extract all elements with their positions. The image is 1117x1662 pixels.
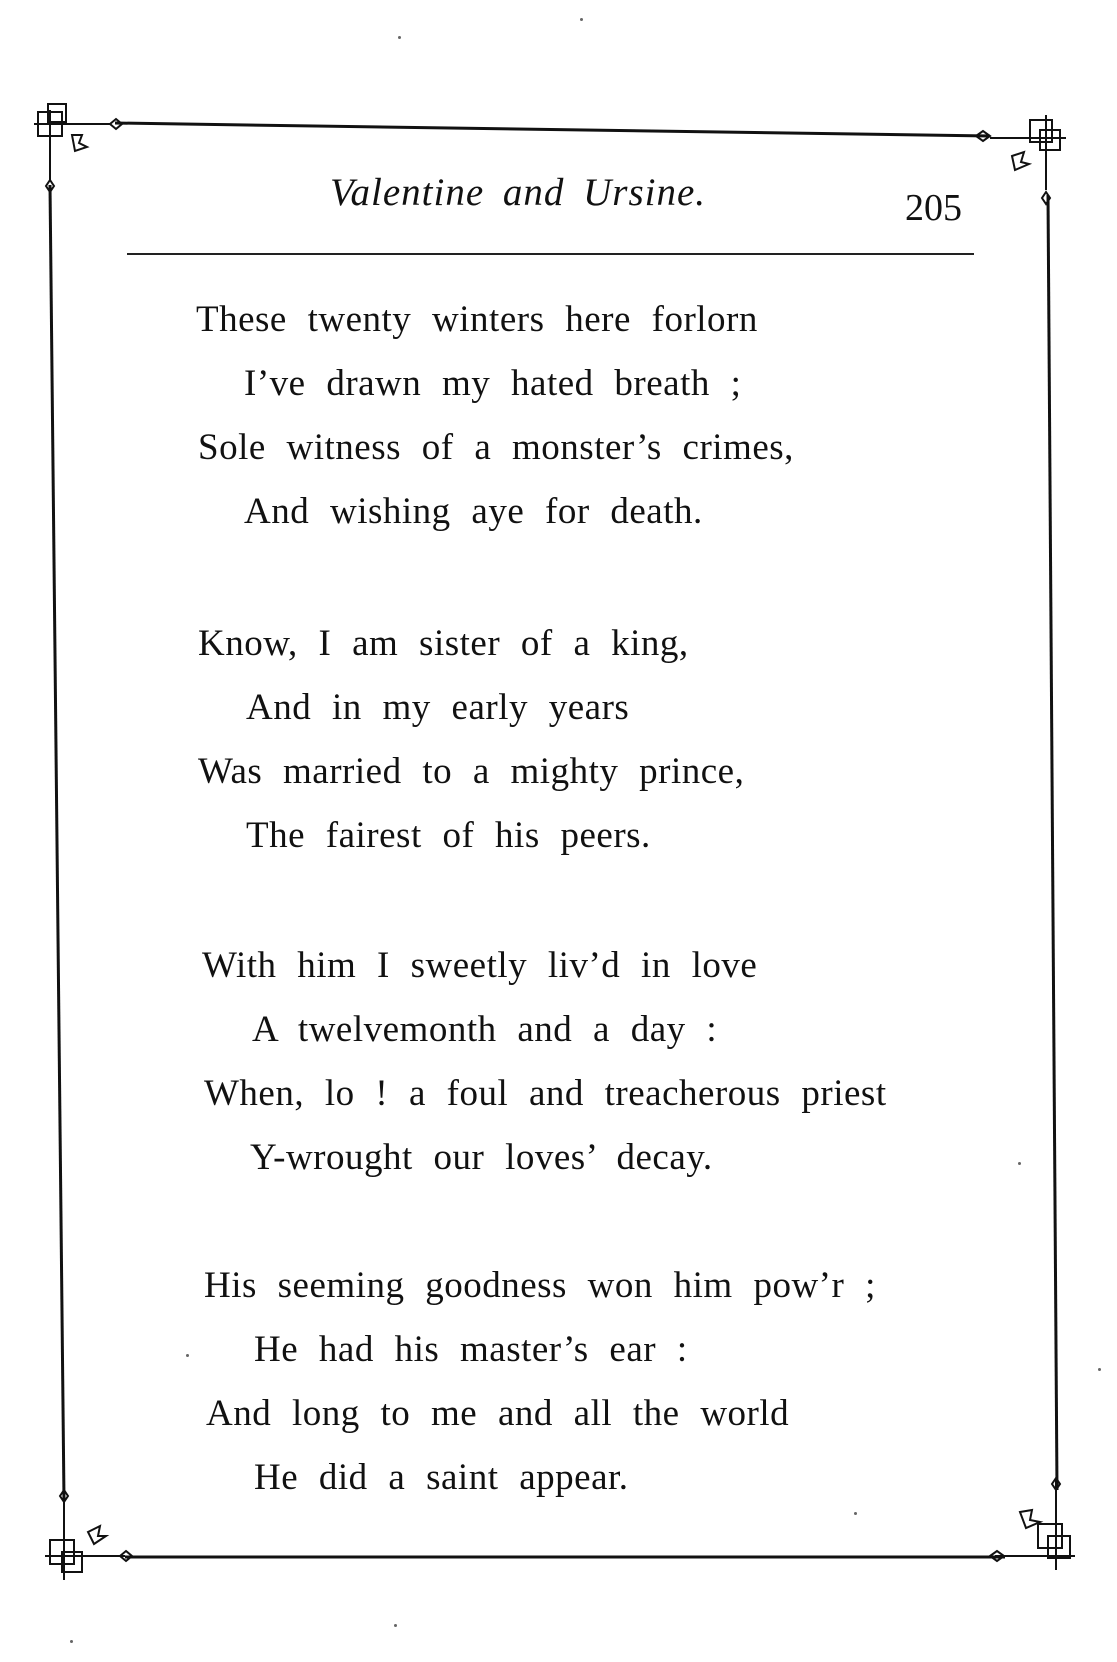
- running-title: Valentine and Ursine.: [330, 171, 707, 214]
- border-top-line: [115, 123, 990, 136]
- paper-speck: [1018, 1162, 1021, 1165]
- verse-line: Sole witness of a monster’s crimes,: [198, 427, 794, 468]
- verse-line: With him I sweetly liv’d in love: [202, 945, 758, 986]
- verse-line: He did a saint appear.: [254, 1457, 629, 1498]
- border-right-line: [1048, 195, 1057, 1490]
- verse-line: When, lo ! a foul and treacherous priest: [204, 1073, 887, 1114]
- corner-ornament-top-left-icon: [34, 104, 122, 192]
- border-left-line: [50, 185, 64, 1500]
- paper-speck: [70, 1640, 73, 1643]
- paper-speck: [580, 18, 583, 21]
- verse-line: And in my early years: [246, 687, 630, 728]
- verse-line: And long to me and all the world: [206, 1393, 790, 1434]
- verse-line: Know, I am sister of a king,: [198, 623, 689, 664]
- verse-line: The fairest of his peers.: [246, 815, 651, 856]
- paper-speck: [854, 1512, 857, 1515]
- page-number: 205: [905, 187, 962, 229]
- verse-line: Y-wrought our loves’ decay.: [250, 1137, 713, 1178]
- verse-line: I’ve drawn my hated breath ;: [244, 363, 742, 404]
- verse-line: And wishing aye for death.: [244, 491, 703, 532]
- paper-speck: [394, 1624, 397, 1627]
- verse-line: These twenty winters here forlorn: [196, 299, 758, 340]
- paper-speck: [186, 1354, 189, 1357]
- verse-line: He had his master’s ear :: [254, 1329, 688, 1370]
- corner-ornament-top-right-icon: [976, 115, 1066, 204]
- verse-line: Was married to a mighty prince,: [198, 751, 745, 792]
- verse-line: A twelvemonth and a day :: [252, 1009, 718, 1050]
- paper-speck: [398, 36, 401, 39]
- verse-line: His seeming goodness won him pow’r ;: [204, 1265, 876, 1306]
- corner-ornament-bottom-left-icon: [45, 1490, 132, 1580]
- corner-ornament-bottom-right-icon: [990, 1478, 1075, 1570]
- header-rule: [127, 253, 974, 255]
- paper-speck: [1098, 1368, 1101, 1371]
